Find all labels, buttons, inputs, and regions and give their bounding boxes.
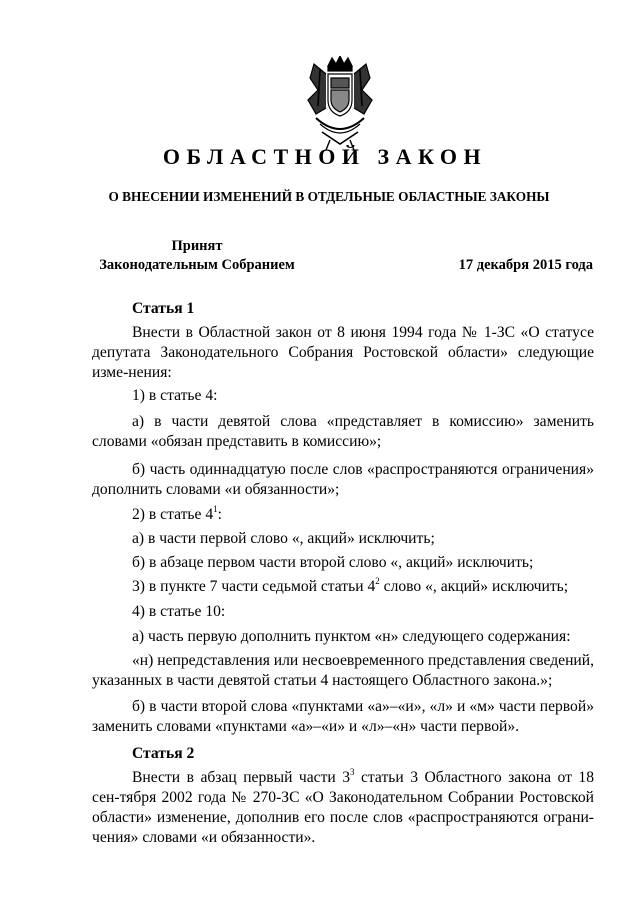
adopted-by [92, 237, 302, 275]
article-2-text-rest: статьи 3 Областного закона от 18 сен-тября 2002 года № 270-ЗС «О Законодательном Собрании Ростовской области» изменение, дополнив его после слов «распространяются ограни-чения» словами «и обязанности». [92, 769, 594, 846]
article-1-item-1b: б) часть одиннадцатую после слов «распространяются ограничения» дополнить словами «и обязанности»; [92, 461, 594, 498]
article-1-item-4a-quote: «н) непредставления или несвоевременного представления сведений, указанных в части девятой статьи 4 настоящего Областного закона.»; [92, 652, 594, 689]
superscript: 3 [350, 766, 355, 777]
article-1-item-4b: б) в части второй слова «пунктами «а»–«и», «л» и «м» части первой» заменить словами «пунктами «а»–«и» и «л»–«н» части первой». [92, 698, 594, 735]
article-1-item-3-rest: слово «, акций» исключить; [379, 578, 569, 595]
article-1-item-2b: б) в абзаце первом части второй слово «, акций» исключить; [132, 554, 534, 571]
article-1-item-2a: а) в части первой слово «, акций» исключить; [132, 530, 435, 547]
article-1-item-4a: а) часть первую дополнить пунктом «н» следующего содержания: [132, 628, 571, 645]
article-1-intro: Внести в Областной закон от 8 июня 1994 года № 1-ЗС «О статусе депутата Законодательного Собрания Ростовской области» следующие изме-нения: [92, 324, 594, 381]
article-2-text [92, 768, 594, 848]
adopted-line-1: Принят [171, 238, 223, 254]
article-1-item-4: 4) в статье 10: [132, 603, 226, 620]
document-title: О ВНЕСЕНИИ ИЗМЕНЕНИЙ В ОТДЕЛЬНЫЕ ОБЛАСТНЫЕ ЗАКОНЫ [108, 189, 550, 204]
article-1-item-1: 1) в статье 4: [132, 387, 218, 404]
document-type-heading: ОБЛАСТНОЙ ЗАКОН [162, 144, 488, 169]
article-1-heading: Статья 1 [132, 300, 195, 317]
article-1-item-3 [132, 577, 594, 597]
article-1-item-2-colon: : [217, 506, 222, 523]
article-1-item-3-text: 3) в пункте 7 части седьмой статьи 4 [132, 578, 376, 595]
adoption-date: 17 декабря 2015 года [458, 257, 593, 273]
article-2-text-start: Внести в абзац первый части 3 [132, 769, 351, 786]
superscript: 2 [375, 575, 380, 586]
article-1-item-2-text: 2) в статье 4 [132, 506, 214, 523]
article-1-item-1a: а) в части девятой слова «представляет в комиссию» заменить словами «обязан представить в комиссию»; [92, 413, 594, 450]
coat-of-arms-emblem [298, 56, 382, 152]
article-1-item-2 [132, 505, 594, 525]
article-2-heading: Статья 2 [132, 745, 195, 762]
adopted-line-2: Законодательным Собранием [99, 257, 295, 273]
superscript: 1 [213, 503, 218, 514]
